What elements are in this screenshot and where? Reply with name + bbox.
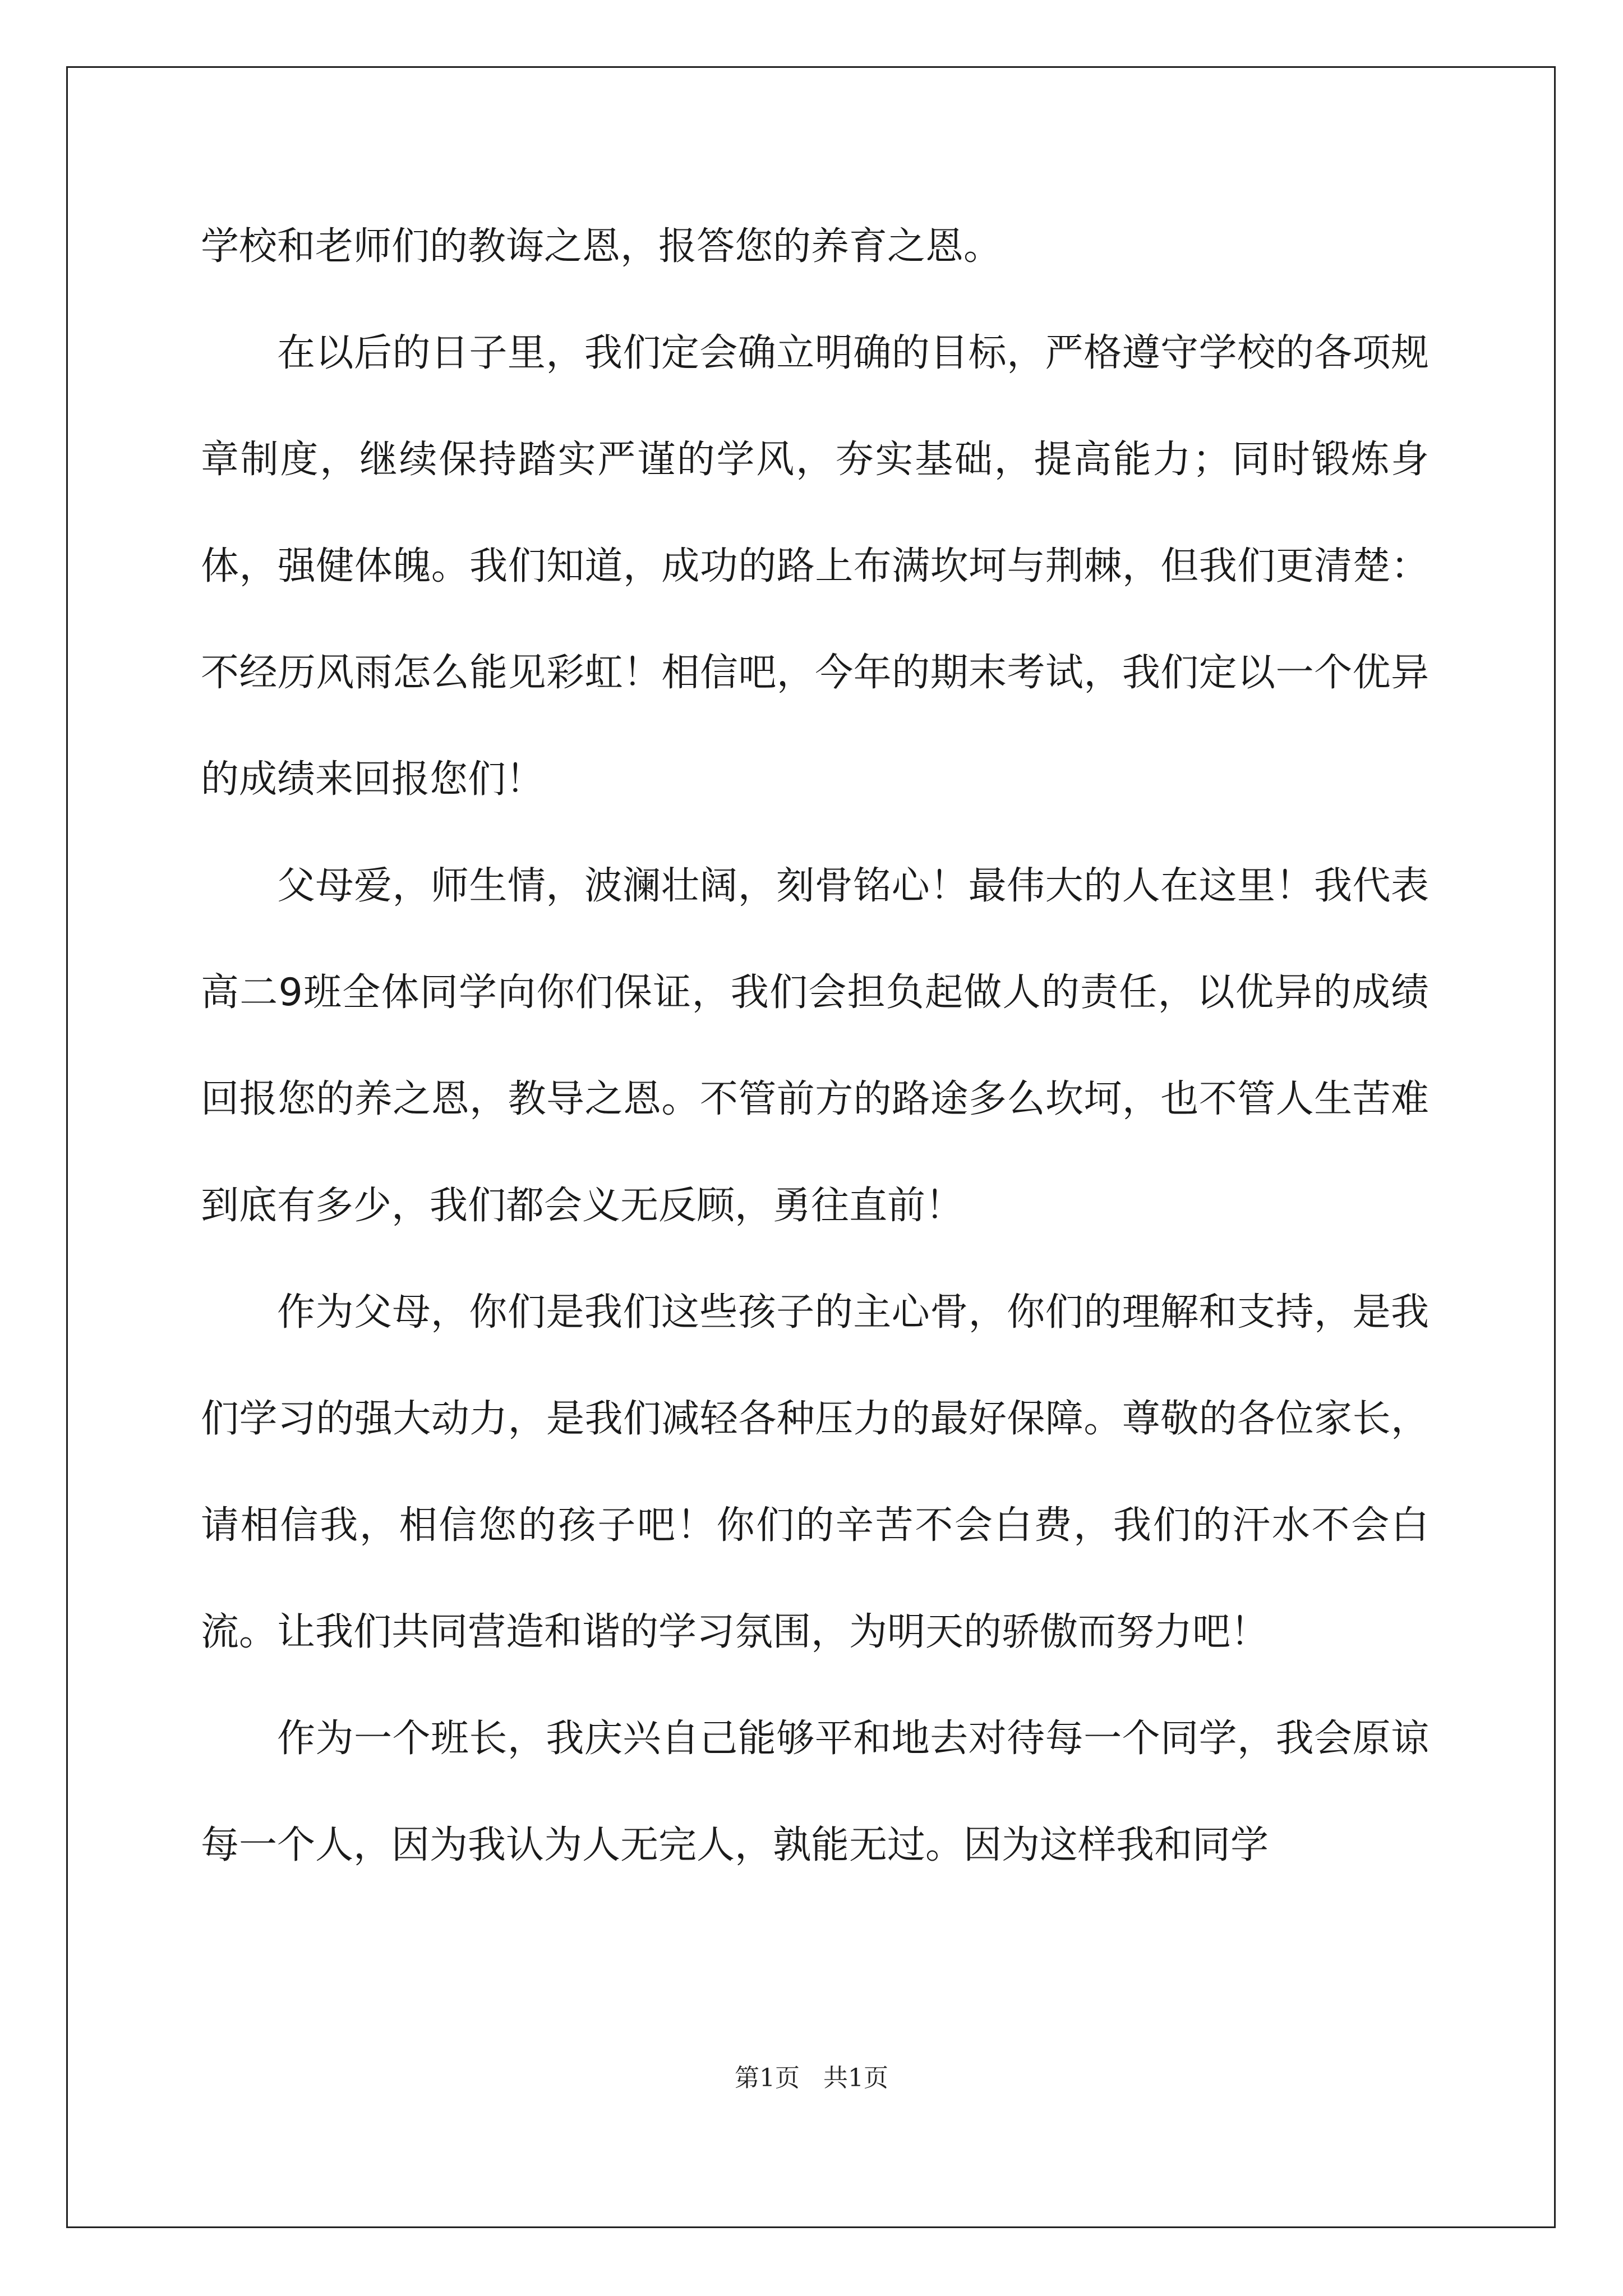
paragraph-4: 作为父母，你们是我们这些孩子的主心骨，你们的理解和支持，是我们学习的强大动力，是我们减轻各种压力的最好保障。尊敬的各位家长，请相信我，相信您的孩子吧！你们的辛苦不会白费，我们的汗水不会白流。让我们共同营造和谐的学习氛围，为明天的骄傲而努力吧！ <box>201 1290 1429 1654</box>
paragraph-2: 在以后的日子里，我们定会确立明确的目标，严格遵守学校的各项规章制度，继续保持踏实严谨的学风，夯实基础，提高能力；同时锻炼身体，强健体魄。我们知道，成功的路上布满坎坷与荆棘，但我们更清楚：不经历风雨怎么能见彩虹！相信吧，今年的期末考试，我们定以一个优异的成绩来回报您们！ <box>201 331 1429 802</box>
paragraph-5: 作为一个班长，我庆兴自己能够平和地去对待每一个同学，我会原谅每一个人，因为我认为人无完人，孰能无过。因为这样我和同学 <box>201 1717 1429 1867</box>
paragraph-1: 学校和老师们的教诲之恩，报答您的养育之恩。 <box>201 224 1002 269</box>
paragraph-3: 父母爱，师生情，波澜壮阔，刻骨铭心！最伟大的人在这里！我代表高二9班全体同学向你们保证，我们会担负起做人的责任，以优异的成绩回报您的养之恩，教导之恩。不管前方的路途多么坎坷，也不管人生苦难到底有多少，我们都会义无反顾，勇往直前！ <box>201 864 1429 1228</box>
page-footer: 第1页 共1页 <box>735 2064 888 2092</box>
document-body <box>201 194 1429 1899</box>
